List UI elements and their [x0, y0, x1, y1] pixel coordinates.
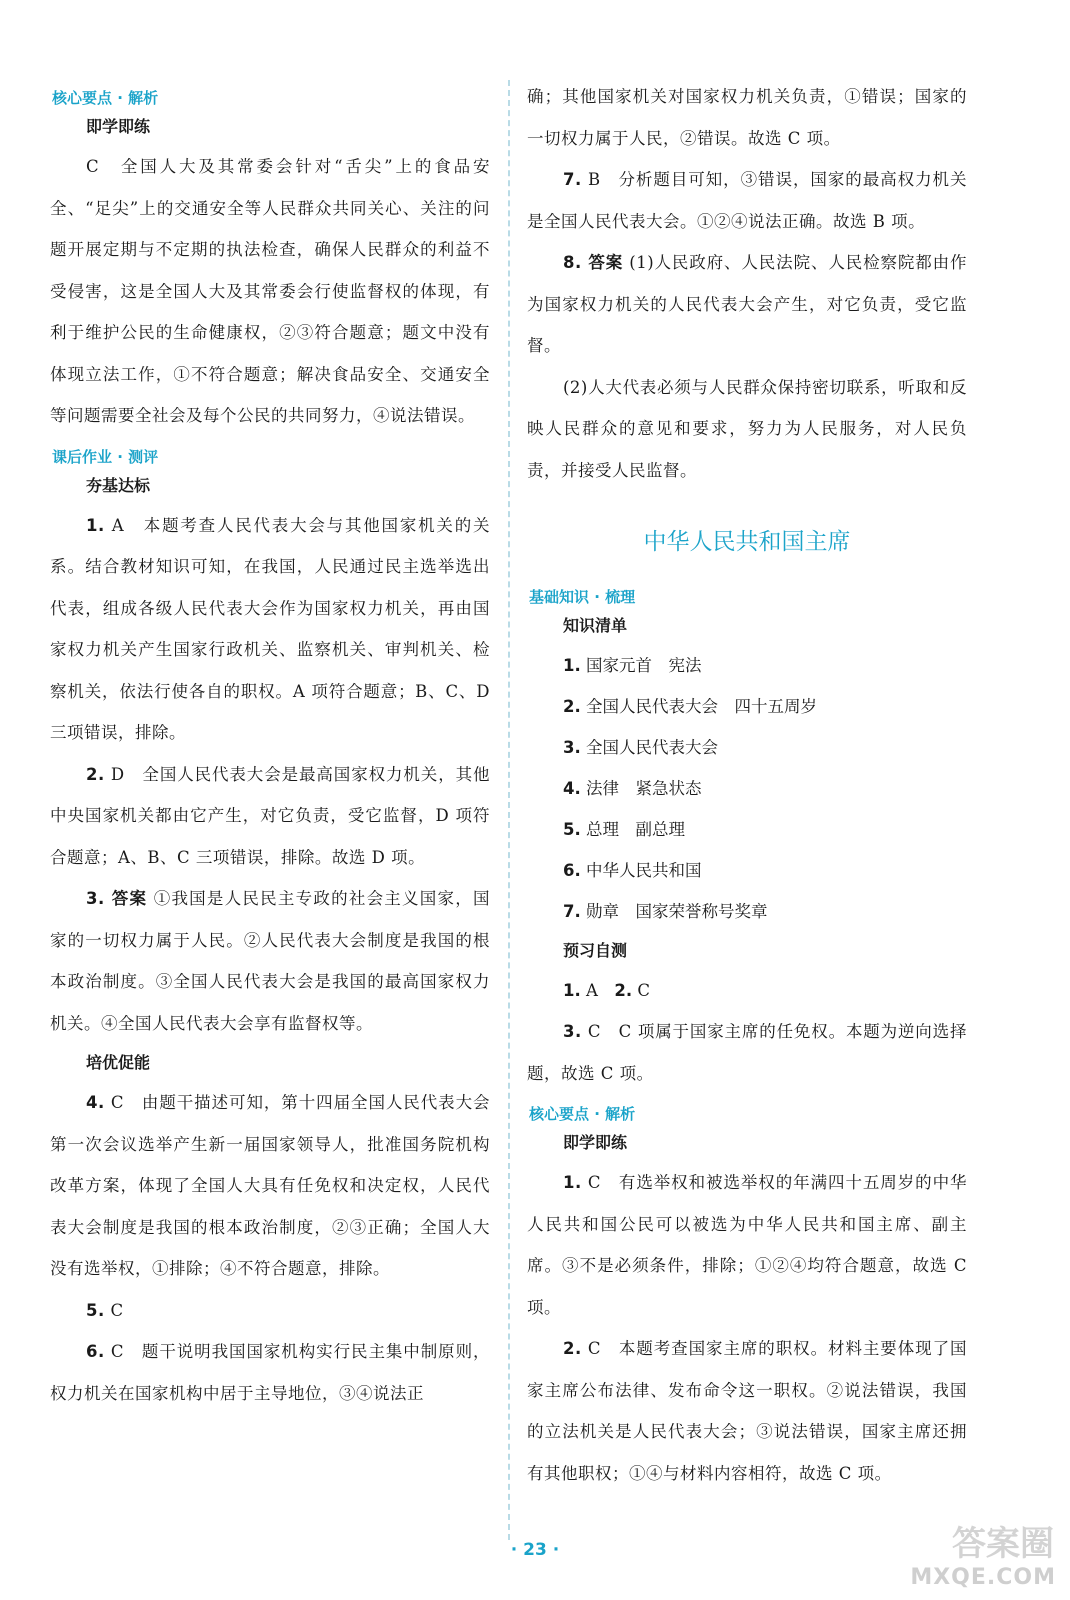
answer-z2 [527, 1328, 967, 1494]
subsection-heading: 培优促能 [86, 1053, 151, 1072]
answer-y3 [527, 1011, 967, 1094]
watermark-text: MXQE.COM [910, 1565, 1056, 1590]
answer-text: ①我国是人民民主专政的社会主义国家，国家的一切权力属于人民。②人民代表大会制度是我国的根本政治制度。③全国人民代表大会是我国的最高国家权力机关。④全国人民代表大会享有监督权等。 [50, 889, 490, 1033]
item-text: 国家元首 宪法 [580, 656, 702, 675]
item-number: 5. [563, 820, 581, 839]
answer-text: C 题干说明我国国家机构实行民主集中制原则，权力机关在国家机构中居于主导地位，③④说法正 [50, 1342, 490, 1403]
item-text: 全国人民代表大会 [580, 738, 718, 757]
list-item [563, 768, 967, 809]
question-number: 6. [86, 1342, 105, 1361]
watermark [872, 1514, 1062, 1594]
question-number: 5. [86, 1300, 105, 1320]
question-number: 1. [86, 515, 105, 535]
item-text: C [632, 981, 651, 1000]
question-number: 8. [563, 253, 582, 272]
continued-paragraph: 确；其他国家机关对国家权力机关负责，①错误；国家的一切权力属于人民，②错误。故选 C 项。 [527, 87, 967, 148]
answer-q3 [50, 878, 490, 1044]
answer-text: C 由题干描述可知，第十四届全国人民代表大会第一次会议选举产生新一届国家领导人，批准国务院机构改革方案，体现了全国人大具有任免权和决定权，人民代表大会制度是我国的根本政治制度，②③正确；全国人大没有选举权，①排除；④不符合题意，排除。 [50, 1093, 490, 1278]
right-column [527, 76, 967, 1494]
answer-text: C 有选举权和被选举权的年满四十五周岁的中华人民共和国公民可以被选为中华人民共和国主席、副主席。③不是必须条件，排除；①②④均符合题意，故选 C 项。 [527, 1173, 967, 1317]
item-number: 6. [563, 861, 581, 880]
section-heading: 基础知识 · 梳理 [529, 588, 636, 606]
page-number: · 23 · [510, 1540, 560, 1560]
item-text: 勋章 国家荣誉称号奖章 [580, 902, 768, 921]
answer-text: B 分析题目可知，③错误，国家的最高权力机关是全国人民代表大会。①②④说法正确。故选 B 项。 [527, 170, 967, 231]
question-number: 3. [86, 889, 105, 908]
answer-q8 [527, 242, 967, 367]
answer-q5 [50, 1290, 490, 1332]
question-number: 1. [563, 1173, 582, 1192]
answer-text: A 本题考查人民代表大会与其他国家机关的关系。结合教材知识可知，在我国，人民通过民主选举选出代表，组成各级人民代表大会作为国家权力机关，再由国家权力机关产生国家行政机关、监察机关、审判机关、检察机关，依法行使各自的职权。A 项符合题意；B、C、D 三项错误，排除。 [50, 515, 490, 742]
list-item [563, 809, 967, 850]
item-number: 1. [563, 981, 581, 1000]
list-item [563, 645, 967, 686]
subsection-heading: 即学即练 [86, 117, 151, 136]
chapter-title: 中华人民共和国主席 [643, 529, 851, 555]
item-number: 1. [563, 656, 581, 675]
section-heading: 核心要点 · 解析 [529, 1105, 636, 1123]
question-number: 4. [86, 1093, 105, 1112]
answer-q8-part2: (2)人大代表必须与人民群众保持密切联系，听取和反映人民群众的意见和要求，努力为人民服务，对人民负责，并接受人民监督。 [527, 377, 967, 480]
item-number: 2. [614, 981, 633, 1000]
answer-label: 答案 [581, 253, 624, 272]
question-number: 2. [86, 764, 105, 784]
answer-q4 [50, 1082, 490, 1290]
answer-text: (1)人民政府、人民法院、人民检察院都由作为国家权力机关的人民代表大会产生，对它负责，受它监督。 [527, 253, 967, 355]
answer-q2 [50, 754, 490, 879]
answer-z1 [527, 1162, 967, 1328]
list-item [563, 727, 967, 768]
subsection-heading: 知识清单 [563, 616, 628, 635]
item-text: 法律 紧急状态 [580, 779, 702, 798]
question-number: 7. [563, 170, 582, 189]
item-text: 总理 副总理 [580, 820, 685, 839]
list-item [563, 891, 967, 932]
answer-q6 [50, 1331, 490, 1414]
item-text: 全国人民代表大会 四十五周岁 [580, 697, 817, 716]
subsection-heading: 预习自测 [563, 941, 628, 960]
subsection-heading: 夯基达标 [86, 475, 151, 495]
item-text: A [580, 981, 615, 1000]
item-number: 4. [563, 779, 581, 798]
answer-q1 [50, 505, 490, 754]
list-item [563, 686, 967, 727]
item-text: 中华人民共和国 [580, 861, 702, 880]
item-number: 3. [563, 738, 581, 757]
question-number: 2. [563, 1339, 582, 1358]
answer-q7 [527, 159, 967, 242]
watermark-logo: 答案圈 [952, 1524, 1054, 1564]
answer-label: 答案 [104, 889, 148, 908]
section-heading: 课后作业 · 测评 [52, 447, 159, 466]
list-item [563, 970, 967, 1011]
item-number: 7. [563, 902, 581, 921]
question-number: 3. [563, 1022, 582, 1041]
column-divider [508, 80, 510, 1540]
answer-text: D 全国人民代表大会是最高国家权力机关，其他中央国家机关都由它产生，对它负责，受它监督，D 项符合题意；A、B、C 三项错误，排除。故选 D 项。 [50, 764, 490, 867]
list-item [563, 850, 967, 891]
subsection-heading: 即学即练 [563, 1133, 628, 1152]
answer-paragraph: C 全国人大及其常委会针对“舌尖”上的食品安全、“足尖”上的交通安全等人民群众共同关心、关注的问题开展定期与不定期的执法检查，确保人民群众的利益不受侵害，这是全国人大及其常委会行使监督权的体现，有利于维护公民的生命健康权，②③符合题意；题文中没有体现立法工作，①不符合题意；解决食品安全、交通安全等问题需要全社会及每个公民的共同努力，④说法错误。 [50, 157, 490, 425]
answer-text: C C 项属于国家主席的任免权。本题为逆向选择题，故选 C 项。 [527, 1022, 967, 1083]
section-heading: 核心要点 · 解析 [52, 89, 159, 107]
answer-text: C 本题考查国家主席的职权。材料主要体现了国家主席公布法律、发布命令这一职权。②说法错误，我国的立法机关是人民代表大会；③说法错误，国家主席还拥有其他职权；①④与材料内容相符，故选 C 项。 [527, 1339, 967, 1483]
left-column [50, 78, 490, 1414]
answer-text: C [104, 1300, 124, 1320]
item-number: 2. [563, 697, 581, 716]
